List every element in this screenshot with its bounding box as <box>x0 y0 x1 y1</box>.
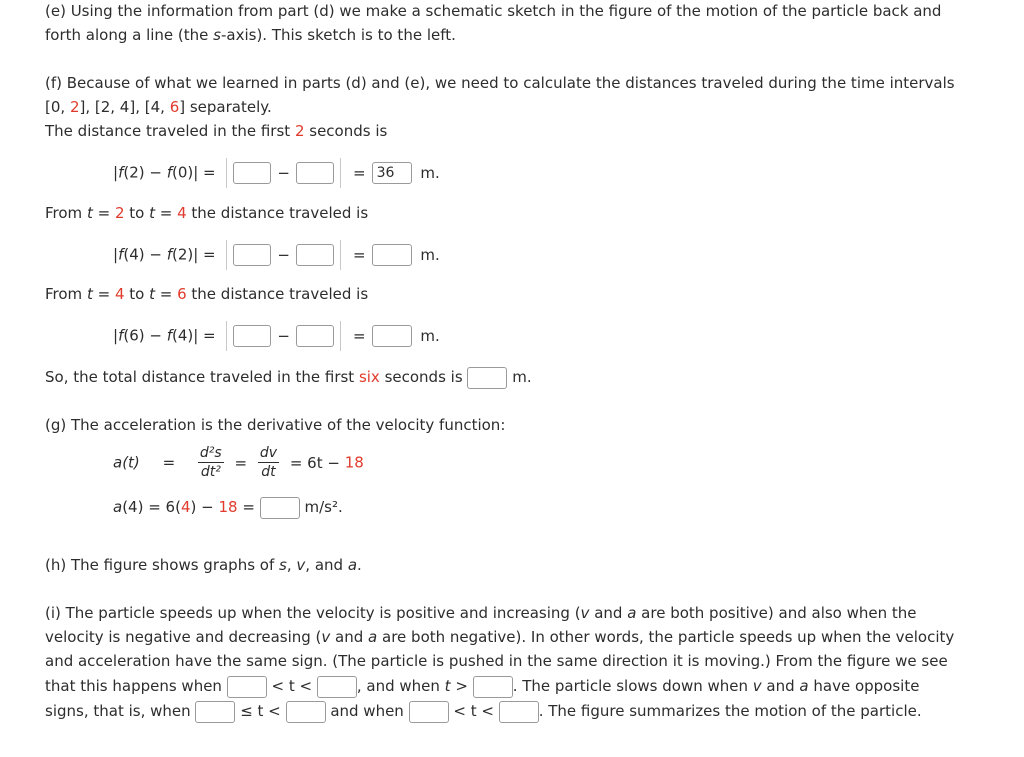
speedup-after-input[interactable] <box>473 676 513 698</box>
slowdown-start-input[interactable] <box>195 701 235 723</box>
f2-input-2[interactable] <box>296 244 334 266</box>
slowdown2-start-input[interactable] <box>409 701 449 723</box>
part-i-line-5: signs, that is, when ≤ t < and when < t < . The figure summarizes the motion of the particle. <box>45 698 922 724</box>
part-e-line-1: (e) Using the information from part (d) we make a schematic sketch in the figure of the motion of the particle back and <box>45 2 942 20</box>
part-i-line-2: velocity is negative and decreasing (v and a are both negative). In other words, the particle speeds up when the velocity <box>45 628 955 646</box>
f2-input[interactable] <box>233 162 271 184</box>
f4-input-2[interactable] <box>296 325 334 347</box>
distance-4-6-input[interactable] <box>372 325 412 347</box>
from-2-to-4: From t = 2 to t = 4 the distance traveled is <box>45 204 369 222</box>
part-i-line-1: (i) The particle speeds up when the velocity is positive and increasing (v and a are both positive) and also when the <box>45 604 917 622</box>
speedup-end-input[interactable] <box>317 676 357 698</box>
distance-2-4-input[interactable] <box>372 244 412 266</box>
part-f-first-seconds: The distance traveled in the first 2 seconds is <box>45 122 388 140</box>
f6-input[interactable] <box>233 325 271 347</box>
part-e-line-2: forth along a line (the s-axis). This sketch is to the left. <box>45 26 456 44</box>
equation-f4-f2: |f(4) − f(2)| = − = m. <box>113 240 440 270</box>
slowdown-end-input[interactable] <box>286 701 326 723</box>
total-distance: So, the total distance traveled in the first six seconds is m. <box>45 364 532 390</box>
d2s-dt2-fraction: $\frac{\text{d²s}}{\text{dt²}}$ <box>199 445 222 480</box>
dv-dt-fraction: $\frac{dv}{dt}$ <box>259 445 278 480</box>
equation-f2-f0: |f(2) − f(0)| = − = 36 m. <box>113 158 440 188</box>
part-f-intervals: [0, 2], [2, 4], [4, 6] separately. <box>45 98 272 116</box>
part-i-line-3: and acceleration have the same sign. (The particle is pushed in the same direction it is moving.) From the figure we see <box>45 652 948 670</box>
part-g-line-1: (g) The acceleration is the derivative of the velocity function: <box>45 416 506 434</box>
a4-equation: a(4) = 6(4) − 18 = m/s². <box>113 494 343 520</box>
speedup-start-input[interactable] <box>227 676 267 698</box>
part-h: (h) The figure shows graphs of s, v, and a. <box>45 556 362 574</box>
f0-input[interactable] <box>296 162 334 184</box>
slowdown2-end-input[interactable] <box>499 701 539 723</box>
part-f-line-1: (f) Because of what we learned in parts (d) and (e), we need to calculate the distances traveled during the time intervals <box>45 74 955 92</box>
part-i-line-4: that this happens when < t < , and when t > . The particle slows down when v and a have opposite <box>45 673 919 699</box>
from-4-to-6: From t = 4 to t = 6 the distance traveled is <box>45 285 369 303</box>
acceleration-equation: a(t) = $\frac{\text{d²s}}{\text{dt²}}$ = $\frac{dv}{dt}$ = 6t − 18 <box>113 445 364 480</box>
a4-input[interactable] <box>260 497 300 519</box>
distance-0-2-answer[interactable]: 36 <box>372 162 412 184</box>
equation-f6-f4: |f(6) − f(4)| = − = m. <box>113 321 440 351</box>
total-distance-input[interactable] <box>467 367 507 389</box>
f4-input[interactable] <box>233 244 271 266</box>
